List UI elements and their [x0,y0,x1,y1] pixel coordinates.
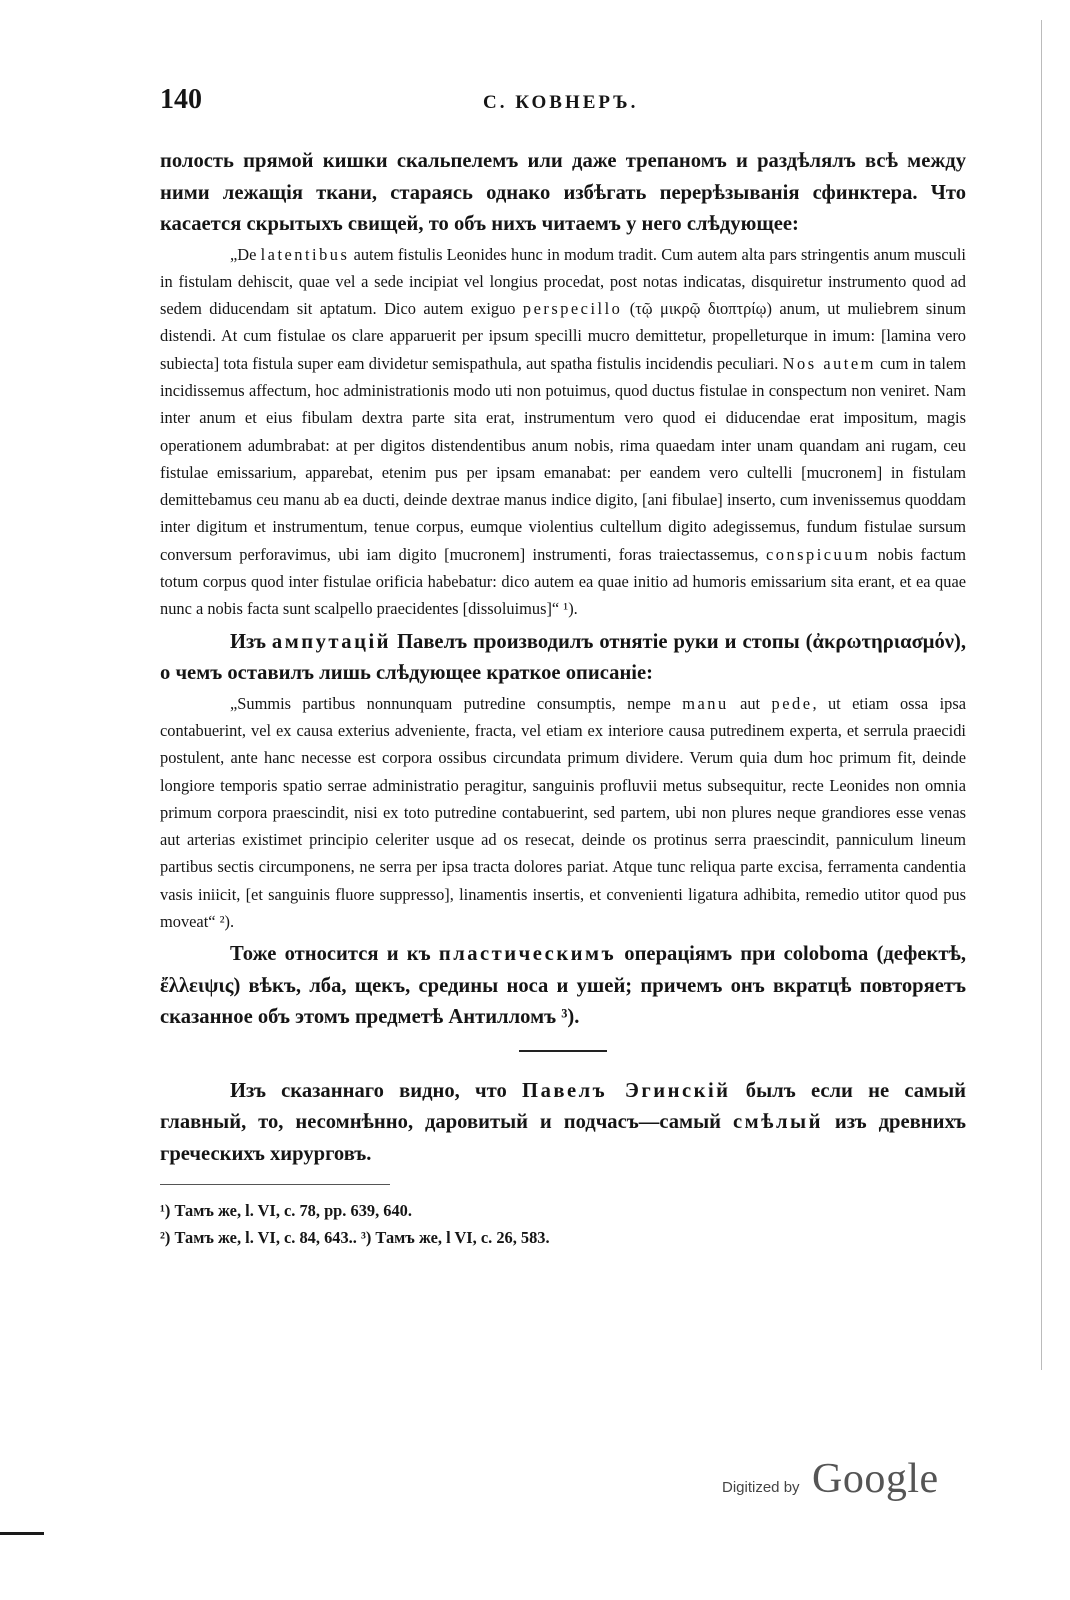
footnote-rule [160,1184,390,1185]
quote-text: , ut etiam ossa ipsa contabuerint, vel ex causa exterius adveniente, fracta, vel etiam ex interiore causa putredinem experta, et serrula praecidi postulent, ante hanc necesse est corpora ossibus circundata primum dividere. Verum quia dum hoc primum fit, deinde longiore temporis spatio serrae administratio peragitur, sanguinis profluvii metus subsequitur, recte Leonides non omnia primum corpora praescindit, nisi ex toto putredine contabuerint, sed partem, ubi non plures neque grandiores esse venas aut arterias existimet principio celeriter usque ad os resecat, deinde os protinus serra praescindit, panniculum lineum partibus sectis circumponens, ne serra per ipsa tracta dolores pariat. Atque tunc reliqua parte excisa, ferramenta candentia vasis iniicit, [et sanguinis fluore suppresso], linamentis insertis, et convenienti ligatura adhibita, remedio utitor quod pus moveat“ ²). [160,693,966,932]
paragraph-text: Тоже относится и къ [230,943,431,966]
paragraph-text: Павелъ производилъ отнятіе руки и стопы (ἀκρωτηριασμόν), о чемъ оставилъ лишь слѣдующее краткое описаніе: [160,630,966,685]
quote-text: „Summis partibus nonnunquam putredine consumptis, nempe [230,693,671,713]
running-head: С. КОВНЕРЪ. [483,92,639,113]
quote-text: cum in talem incidissemus affectum, hoc administrationis modo uti non potuimus, quod ductus fistulae in conspectum non veniret. Nam inter anum et eius fibulam dextra parte sita erat, instrumentum vero quod ei diducendae erat impositum, magis operationem adumbrabat: at per digitos distendentibus anum nobis, rima quaedam inter unam quandam ani rugam, ceu fistulae emissarium, apparebat, etenim pus per ipsam emanabat: per eandem vero cultelli [mucronem] in fistulam demittebamus ceu manu ab ea ducti, deinde dextrae manus indice digito, [ani fibulae] inserto, cum invenissemus quoddam inter digitum et instrumentum, tenue corpus, eumque violentius cultellum digito adegissemus, fundum fistulae sursum conversum perforavimus, ubi iam digito [mucronem] instrumenti, foras traiectassemus, [160,353,966,564]
emphasized-term: пластическимъ [438,943,617,966]
latin-quote-fistulas [160,241,966,623]
quote-text: nobis factum totum corpus quod inter fistulae orificia habebatur: dico autem ea quae initio ad humoris emissarium sita erant, et ea quae nunc a nobis facta sunt scalpello praecidentes [dissoluimus]“ ¹). [160,544,966,619]
section-divider [519,1050,607,1052]
page-header [160,84,960,124]
quote-text: aut [740,693,761,713]
quote-text: (τῷ μικρῷ διοπτρίῳ) anum, ut muliebrem sinum distendi. At cum fistulae os clare apparuerit per ipsum specilli mucro demittetur, propelleturque in imum: [lamina vero subiecta] tota fistula super eam dividetur semispathula, aut spatha fistulis incidendis peculiari. [160,299,966,373]
scan-edge-mark [0,1532,44,1535]
paragraph-continuation [160,146,966,241]
digitized-by-google-watermark [722,1455,962,1505]
emphasized-term: conspicuum [765,544,871,564]
emphasized-term: смѣлый [732,1111,823,1134]
paragraph-text: былъ если не самый главный, то, несомнѣнно, даровитый и подчасъ—самый [160,1079,967,1134]
paragraph-text: операціямъ при coloboma (дефектѣ, ἔλλειψις) вѣкъ, лба, щекъ, средины носа и ушей; причемъ онъ вкратцѣ повторяетъ сказанное объ этомъ предметѣ Антилломъ ³). [160,943,967,1029]
emphasized-term: Nos autem [782,353,876,373]
digitized-by-label: Digitized by [722,1479,800,1496]
paragraph-text: полость прямой кишки скальпелемъ или даже трепаномъ и раздѣлялъ всѣ между ними лежащія ткани, стараясь однако избѣгать перерѣзыванія сфинктера. Что касается скрытыхъ свищей, то объ нихъ читаемъ у него слѣдующее: [160,150,966,235]
quote-text: autem fistulis Leonides hunc in modum tradit. Cum autem alta pars stringentis anum musculi in fistulam dehiscit, quae vel a sede incipiat vel longius procedat, post notas indicatas, disquiretur instrumento quod ad sedem diducendam sit aptatum. Dico autem exiguo [160,244,966,319]
google-logo: Google [812,1456,939,1502]
page-edge-line [1041,20,1042,1370]
emphasized-term: latentibus [260,244,350,264]
footnote-1: ¹) Тамъ же, l. VI, c. 78, pp. 639, 640. [160,1201,412,1221]
footnote-2-3: ²) Тамъ же, l. VI, c. 84, 643.. ³) Тамъ же, l VI, c. 26, 583. [160,1228,550,1248]
paragraph-text: Изъ [230,630,266,653]
paragraph-amputations [160,627,966,690]
emphasized-term: pede [771,693,813,713]
page-body [160,146,966,1251]
emphasized-term: ампутацій [271,630,392,653]
quote-text: „De [230,244,257,264]
paragraph-plastic-operations [160,939,966,1034]
emphasized-term: perspecillo [522,299,623,319]
page-number: 140 [160,84,202,115]
paragraph-text: Изъ сказаннаго видно, что [230,1079,507,1102]
paragraph-conclusion [160,1076,966,1171]
emphasized-term: Павелъ Эгинскій [522,1079,731,1102]
paragraph-text: изъ древнихъ греческихъ хирурговъ. [160,1111,966,1165]
latin-quote-amputation [160,690,966,936]
emphasized-term: manu [682,693,729,713]
